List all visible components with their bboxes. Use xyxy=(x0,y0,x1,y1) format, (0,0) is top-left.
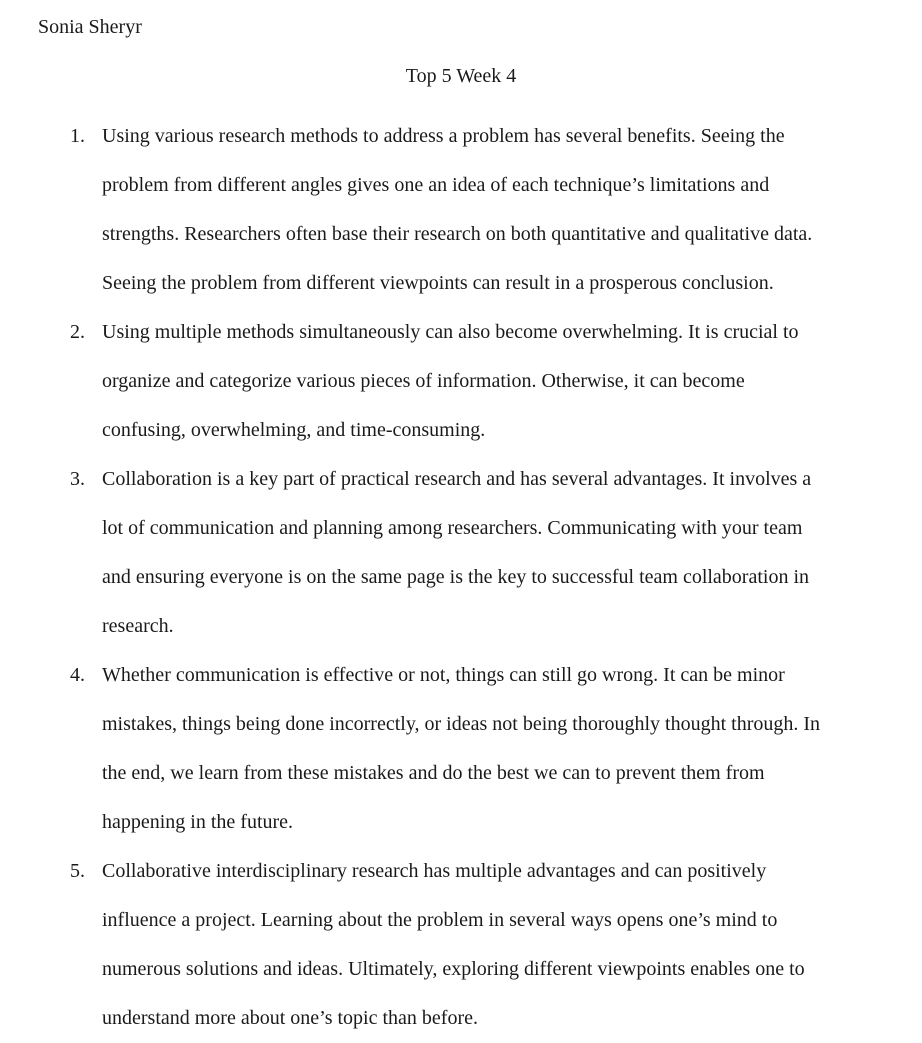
list-item xyxy=(0,651,872,847)
text-line: happening in the future. xyxy=(102,811,294,833)
text-line: organize and categorize various pieces of information. Otherwise, it can become xyxy=(102,370,745,392)
text-line: numerous solutions and ideas. Ultimately, exploring different viewpoints enables one to xyxy=(102,958,805,980)
text-line: problem from different angles gives one an idea of each technique’s limitations and xyxy=(102,174,770,196)
list-item-number: 4. xyxy=(70,664,85,686)
text-line: understand more about one’s topic than before. xyxy=(102,1007,478,1029)
author-name: Sonia Sheryr xyxy=(38,16,142,38)
list-item xyxy=(0,455,872,651)
text-line: strengths. Researchers often base their research on both quantitative and qualitative data. xyxy=(102,223,813,245)
text-line: mistakes, things being done incorrectly, or ideas not being thoroughly thought through. In xyxy=(102,713,821,735)
text-line: and ensuring everyone is on the same page is the key to successful team collaboration in xyxy=(102,566,810,588)
text-line: Using various research methods to address a problem has several benefits. Seeing the xyxy=(102,125,785,147)
text-line: influence a project. Learning about the problem in several ways opens one’s mind to xyxy=(102,909,778,931)
text-line: Collaborative interdisciplinary research has multiple advantages and can positively xyxy=(102,860,767,882)
list-item-number: 5. xyxy=(70,860,85,882)
text-line: Collaboration is a key part of practical research and has several advantages. It involves a xyxy=(102,468,812,490)
text-line: confusing, overwhelming, and time-consuming. xyxy=(102,419,486,441)
list-item xyxy=(0,112,872,308)
text-line: the end, we learn from these mistakes and do the best we can to prevent them from xyxy=(102,762,765,784)
numbered-list xyxy=(0,112,922,1043)
text-line: research. xyxy=(102,615,174,637)
list-item-number: 3. xyxy=(70,468,85,490)
document-title: Top 5 Week 4 xyxy=(405,65,517,87)
text-line: lot of communication and planning among researchers. Communicating with your team xyxy=(102,517,803,539)
text-line: Seeing the problem from different viewpoints can result in a prosperous conclusion. xyxy=(102,272,774,294)
list-item-number: 2. xyxy=(70,321,85,343)
list-item xyxy=(0,308,872,455)
list-item xyxy=(0,847,872,1043)
text-line: Whether communication is effective or not, things can still go wrong. It can be minor xyxy=(102,664,785,686)
text-line: Using multiple methods simultaneously can also become overwhelming. It is crucial to xyxy=(102,321,799,343)
list-item-number: 1. xyxy=(70,125,85,147)
